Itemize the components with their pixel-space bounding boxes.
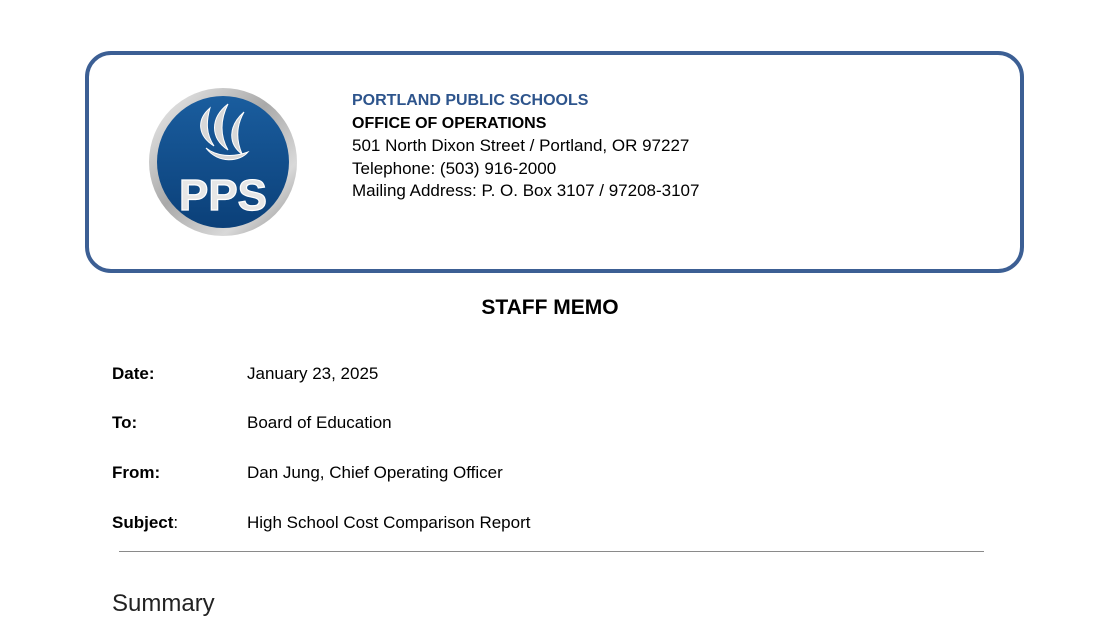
pps-logo — [148, 86, 298, 238]
office-name: OFFICE OF OPERATIONS — [352, 114, 547, 132]
mailing-address: Mailing Address: P. O. Box 3107 / 97208-3107 — [352, 181, 700, 200]
to-row — [112, 413, 992, 437]
street-address: 501 North Dixon Street / Portland, OR 97227 — [352, 136, 690, 155]
org-info — [352, 90, 699, 203]
to-value: Board of Education — [247, 413, 392, 432]
logo-text: PPS — [178, 171, 268, 220]
from-row — [112, 463, 992, 487]
date-label: Date: — [112, 364, 155, 383]
summary-heading: Summary — [112, 590, 215, 617]
from-value: Dan Jung, Chief Operating Officer — [247, 463, 503, 482]
org-name: PORTLAND PUBLIC SCHOOLS — [352, 92, 589, 109]
to-label: To: — [112, 413, 138, 432]
subject-row — [112, 513, 992, 537]
telephone: Telephone: (503) 916-2000 — [352, 158, 557, 178]
header-divider — [119, 551, 984, 552]
subject-label: Subject: — [112, 513, 179, 532]
subject-value: High School Cost Comparison Report — [247, 513, 531, 532]
date-row — [112, 364, 992, 388]
memo-title: STAFF MEMO — [481, 296, 619, 319]
from-label: From: — [112, 463, 161, 482]
date-value: January 23, 2025 — [247, 364, 379, 383]
